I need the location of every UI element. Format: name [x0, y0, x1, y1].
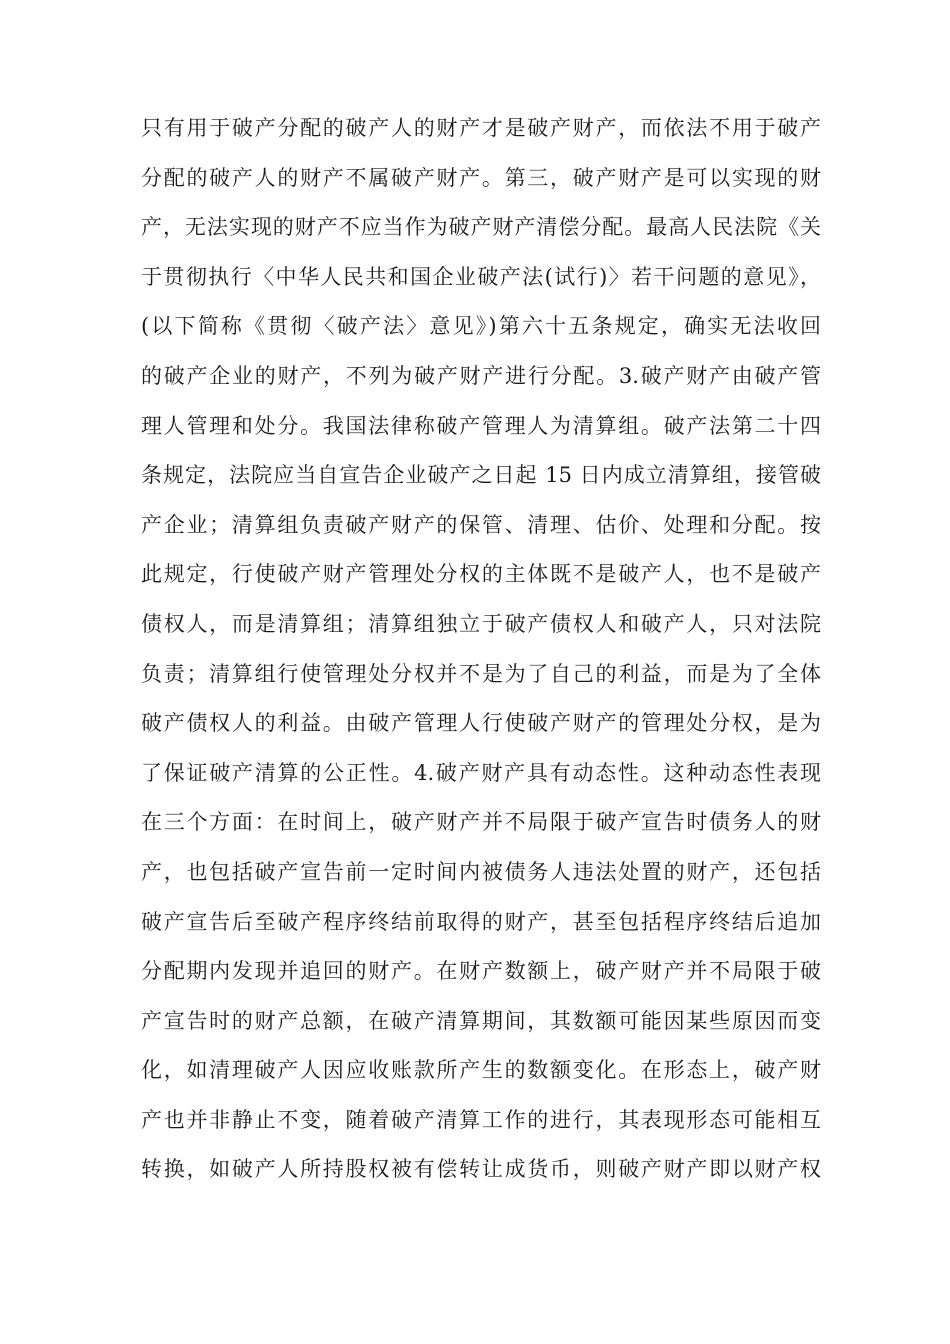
text-line: (以下简称《贯彻〈破产法〉意见》)第六十五条规定，确实无法收回: [141, 314, 821, 339]
text-line: 此规定，行使破产财产管理处分权的主体既不是破产人，也不是破产: [141, 562, 821, 587]
text-line: 只有用于破产分配的破产人的财产才是破产财产，而依法不用于破产: [141, 116, 821, 140]
text-line: 理人管理和处分。我国法律称破产管理人为清算组。破产法第二十四: [141, 413, 821, 438]
text-line: 产，也包括破产宣告前一定时间内被债务人违法处置的财产，还包括: [141, 859, 821, 884]
text-line: 负责；清算组行使管理处分权并不是为了自己的利益，而是为了全体: [141, 661, 821, 686]
text-line: 破产债权人的利益。由破产管理人行使破产财产的管理处分权，是为: [141, 711, 821, 736]
text-line: 产也并非静止不变，随着破产清算工作的进行，其表现形态可能相互: [141, 1107, 821, 1132]
text-line: 分配的破产人的财产不属破产财产。第三，破产财产是可以实现的财: [141, 165, 821, 190]
body-text: [141, 104, 821, 1195]
text-line: 于贯彻执行〈中华人民共和国企业破产法(试行)〉若干问题的意见》，: [141, 264, 821, 289]
text-line: 分配期内发现并追回的财产。在财产数额上，破产财产并不局限于破: [141, 959, 821, 984]
text-line: 产宣告时的财产总额，在破产清算期间，其数额可能因某些原因而变: [141, 1008, 821, 1033]
text-line: 在三个方面：在时间上，破产财产并不局限于破产宣告时债务人的财: [141, 810, 821, 835]
text-line: 产企业；清算组负责破产财产的保管、清理、估价、处理和分配。按: [141, 512, 821, 537]
text-line: 产，无法实现的财产不应当作为破产财产清偿分配。最高人民法院《关: [141, 215, 821, 240]
text-line: 转换，如破产人所持股权被有偿转让成货币，则破产财产即以财产权: [141, 1157, 821, 1182]
text-line: 的破产企业的财产，不列为破产财产进行分配。3.破产财产由破产管: [141, 363, 821, 388]
text-line: 债权人，而是清算组；清算组独立于破产债权人和破产人，只对法院: [141, 611, 821, 636]
text-line: 化，如清理破产人因应收账款所产生的数额变化。在形态上，破产财: [141, 1058, 821, 1083]
text-line: 破产宣告后至破产程序终结前取得的财产，甚至包括程序终结后追加: [141, 909, 821, 934]
text-line: 了保证破产清算的公正性。4.破产财产具有动态性。这种动态性表现: [141, 760, 821, 785]
text-line: 条规定，法院应当自宣告企业破产之日起 15 日内成立清算组，接管破: [141, 463, 821, 488]
